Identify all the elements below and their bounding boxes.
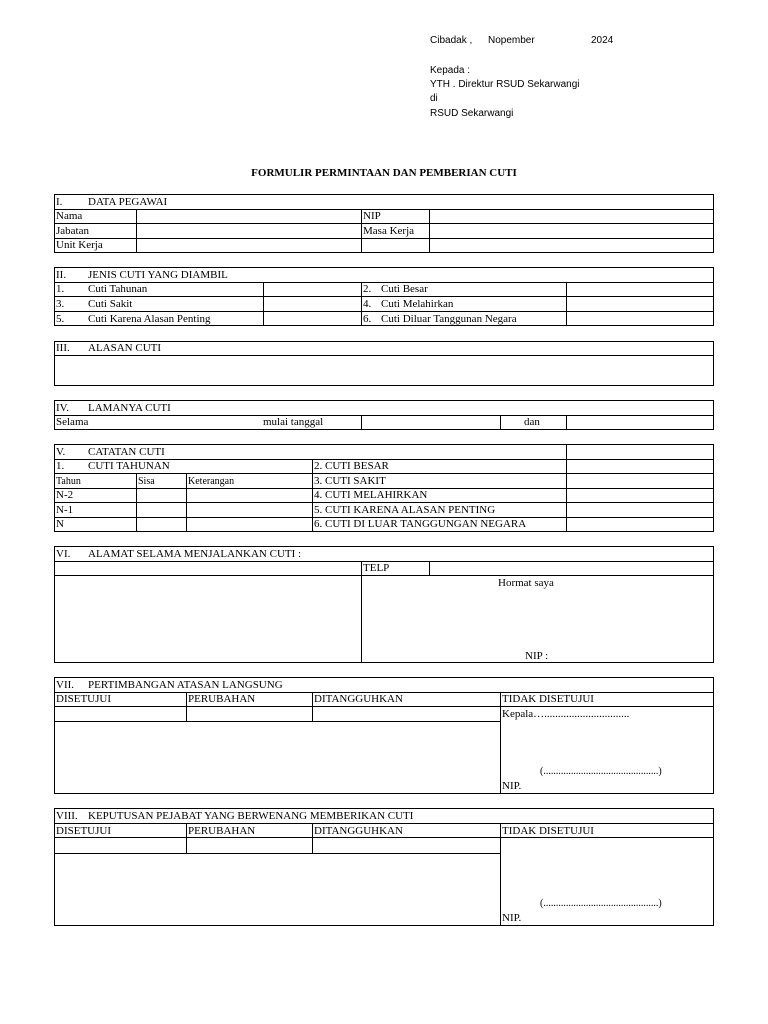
cuti-besar-label: Cuti Besar <box>381 283 428 295</box>
to-line1: YTH . Direktur RSUD Sekarwangi <box>430 79 580 90</box>
section-number: VI. <box>56 548 71 560</box>
disetujui-header: DISETUJUI <box>56 693 111 705</box>
nama-label: Nama <box>56 210 83 222</box>
to-line3: RSUD Sekarwangi <box>430 108 514 119</box>
keterangan-header: Keterangan <box>188 476 235 487</box>
section-number: III. <box>56 342 70 354</box>
item-number: 6. <box>363 313 372 325</box>
item-number: 3. <box>56 298 65 310</box>
disetujui-header: DISETUJUI <box>56 825 111 837</box>
item-number: 5. <box>56 313 65 325</box>
item-number: 4. <box>363 298 372 310</box>
nip-label: NIP : <box>525 650 549 662</box>
ditangguhkan-header: DITANGGUHKAN <box>314 693 403 705</box>
catatan-item: 2. CUTI BESAR <box>314 460 389 472</box>
to-line2: di <box>430 93 438 104</box>
section-title: PERTIMBANGAN ATASAN LANGSUNG <box>88 679 283 691</box>
section-number: V. <box>56 446 66 458</box>
year-row-label: N-2 <box>56 489 74 501</box>
perubahan-header: PERUBAHAN <box>188 825 256 837</box>
page-title: FORMULIR PERMINTAAN DAN PEMBERIAN CUTI <box>251 167 517 179</box>
item-number: 1. <box>56 283 65 295</box>
section-number: II. <box>56 269 67 281</box>
place-label: Cibadak , <box>430 35 473 46</box>
section-title: LAMANYA CUTI <box>88 402 171 414</box>
catatan-item: 3. CUTI SAKIT <box>314 475 386 487</box>
telp-label: TELP <box>363 562 390 574</box>
cuti-sakit-label: Cuti Sakit <box>88 298 133 310</box>
tahun-header: Tahun <box>56 476 81 487</box>
dan-label: dan <box>524 416 540 428</box>
tidak-disetujui-header: TIDAK DISETUJUI <box>502 693 594 705</box>
selama-label: Selama <box>56 416 89 428</box>
ditangguhkan-header: DITANGGUHKAN <box>314 825 403 837</box>
masa-kerja-label: Masa Kerja <box>363 225 415 237</box>
hormat-saya-label: Hormat saya <box>498 577 554 589</box>
cuti-diluar-tanggungan-label: Cuti Diluar Tanggunan Negara <box>381 313 517 325</box>
section-number: VIII. <box>56 810 78 822</box>
item-number: 2. <box>363 283 372 295</box>
month-label: Nopember <box>488 35 535 46</box>
jabatan-label: Jabatan <box>56 225 89 237</box>
tidak-disetujui-header: TIDAK DISETUJUI <box>502 825 594 837</box>
cuti-melahirkan-label: Cuti Melahirkan <box>381 298 454 310</box>
year-row-label: N-1 <box>56 504 74 516</box>
section-title: CATATAN CUTI <box>88 446 165 458</box>
signature-line: (..............................................) <box>540 898 662 909</box>
catatan-item: 4. CUTI MELAHIRKAN <box>314 489 428 501</box>
section-title: KEPUTUSAN PEJABAT YANG BERWENANG MEMBERIKAN CUTI <box>88 810 414 822</box>
sub-number: 1. <box>56 460 65 472</box>
year-row-label: N <box>56 518 64 530</box>
sisa-header: Sisa <box>138 476 155 487</box>
section-number: I. <box>56 196 63 208</box>
nip-label: NIP. <box>502 780 522 792</box>
catatan-item: 6. CUTI DI LUAR TANGGUNGAN NEGARA <box>314 518 527 530</box>
catatan-item: 5. CUTI KARENA ALASAN PENTING <box>314 504 496 516</box>
to-label: Kepada : <box>430 65 471 76</box>
nip-label: NIP. <box>502 912 522 924</box>
section-title: ALAMAT SELAMA MENJALANKAN CUTI : <box>88 548 302 560</box>
cuti-alasan-penting-label: Cuti Karena Alasan Penting <box>88 313 211 325</box>
year-label: 2024 <box>591 35 614 46</box>
signature-line: (..............................................) <box>540 766 662 777</box>
kepala-label: Kepala…............................... <box>502 708 630 720</box>
cuti-tahunan-label: Cuti Tahunan <box>88 283 148 295</box>
section-number: VII. <box>56 679 75 691</box>
section-title: DATA PEGAWAI <box>88 196 168 208</box>
section-number: IV. <box>56 402 69 414</box>
section-title: ALASAN CUTI <box>88 342 162 354</box>
perubahan-header: PERUBAHAN <box>188 693 256 705</box>
unit-kerja-label: Unit Kerja <box>56 239 103 251</box>
mulai-tanggal-label: mulai tanggal <box>263 416 324 428</box>
cuti-tahunan-heading: CUTI TAHUNAN <box>88 460 170 472</box>
section-title: JENIS CUTI YANG DIAMBIL <box>88 269 228 281</box>
nip-label: NIP <box>363 210 381 222</box>
